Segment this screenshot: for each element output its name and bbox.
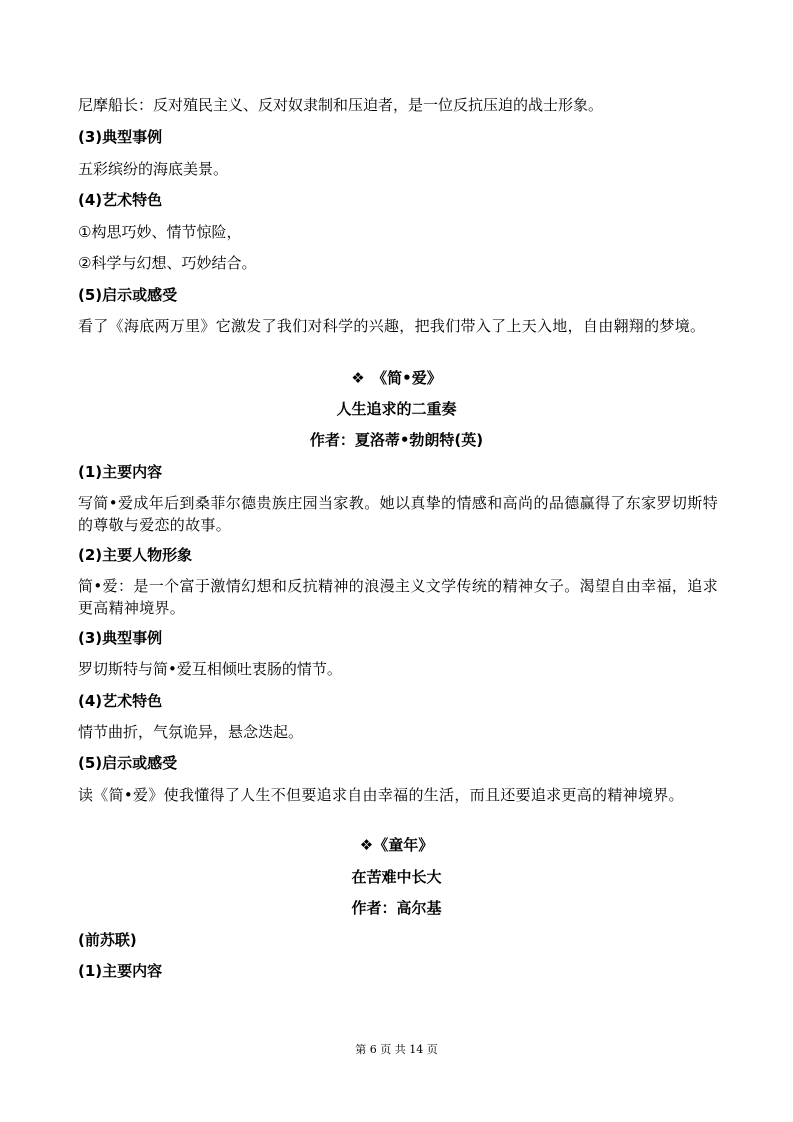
- book-title-childhood: ❖《童年》: [359, 836, 434, 854]
- section-heading-content: (1)主要内容: [78, 962, 163, 980]
- book-subtitle: 人生追求的二重奏: [336, 400, 457, 418]
- book-author: 作者：高尔基: [351, 899, 442, 917]
- nemo-character-text: 尼摩船长：反对殖民主义、反对奴隶制和压迫者，是一位反抗压迫的战士形象。: [78, 96, 604, 114]
- section-heading-insight: (5)启示或感受: [78, 286, 178, 304]
- content-paragraph: 写简•爱成年后到桑菲尔德贵族庄园当家教。她以真挚的情感和高尚的品德赢得了东家罗切斯特的尊敬与爱恋的故事。: [78, 494, 718, 534]
- feature-text: 情节曲折，气氛诡异，悬念迭起。: [78, 723, 304, 741]
- feature-item: ①构思巧妙、情节惊险，: [78, 223, 242, 241]
- feature-item: ②科学与幻想、巧妙结合。: [78, 254, 257, 272]
- section-heading-features: (4)艺术特色: [78, 692, 163, 710]
- section-heading-content: (1)主要内容: [78, 463, 163, 481]
- section-heading-features: (4)艺术特色: [78, 191, 163, 209]
- section-heading-insight: (5)启示或感受: [78, 754, 178, 772]
- book-author: 作者：夏洛蒂•勃朗特(英): [309, 431, 484, 449]
- section-heading-examples: (3)典型事例: [78, 128, 163, 146]
- page-number: 第 6 页 共 14 页: [355, 1043, 438, 1056]
- character-paragraph: 简•爱：是一个富于激情幻想和反抗精神的浪漫主义文学传统的精神女子。渴望自由幸福，追求更高精神境界。: [78, 577, 718, 617]
- book-subtitle: 在苦难中长大: [351, 868, 442, 886]
- section-heading-examples: (3)典型事例: [78, 629, 163, 647]
- insight-paragraph: 读《简•爱》使我懂得了人生不但要追求自由幸福的生活，而且还要追求更高的精神境界。: [78, 786, 684, 804]
- section-heading-characters: (2)主要人物形象: [78, 546, 193, 564]
- insight-paragraph: 看了《海底两万里》它激发了我们对科学的兴趣，把我们带入了上天入地，自由翱翔的梦境。: [78, 317, 706, 335]
- example-text: 五彩缤纷的海底美景。: [78, 160, 229, 178]
- author-country: (前苏联): [78, 931, 137, 949]
- book-title-jane-eyre: ❖ 《简•爱》: [351, 369, 442, 387]
- example-text: 罗切斯特与简•爱互相倾吐衷肠的情节。: [78, 660, 342, 678]
